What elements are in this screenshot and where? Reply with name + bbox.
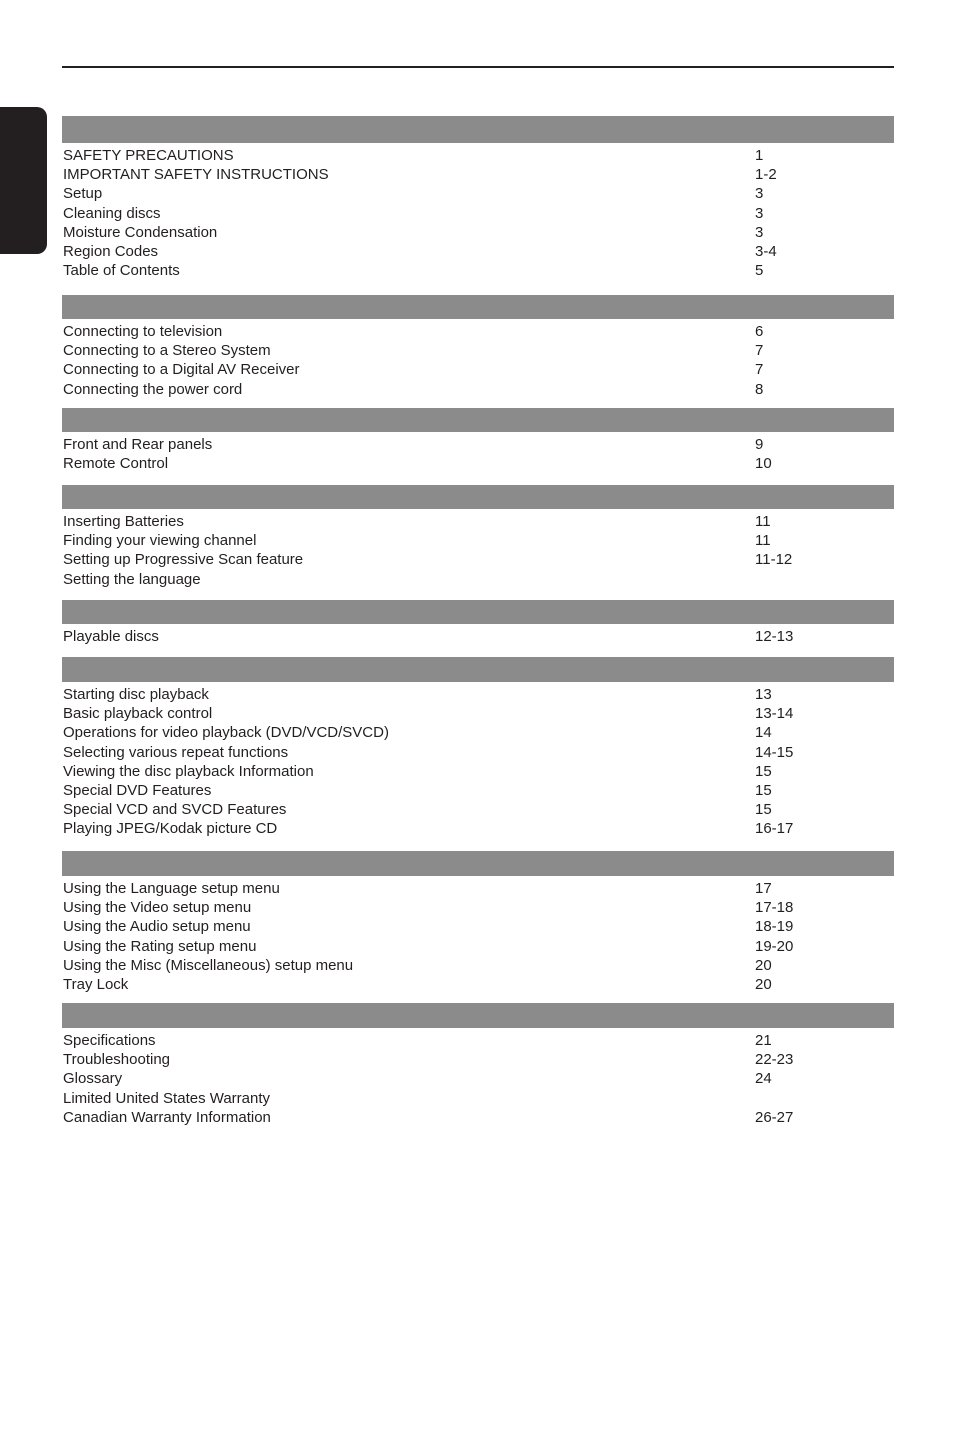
toc-entry-title: Connecting to television xyxy=(63,323,223,340)
toc-entry-page: 17 xyxy=(755,880,772,897)
section-header-bar xyxy=(62,657,894,682)
toc-entry-page: 11-12 xyxy=(755,551,793,569)
toc-entry-page: 3 xyxy=(755,185,764,203)
toc-entry-title: Selecting various repeat functions xyxy=(63,743,289,761)
toc-entry xyxy=(62,184,894,203)
toc-section xyxy=(62,600,894,646)
top-rule xyxy=(62,66,894,68)
toc-entry-title: SAFETY PRECAUTIONS xyxy=(63,147,234,164)
toc-entry-title: Special VCD and SVCD Features xyxy=(63,801,287,819)
toc-entry-page: 3-4 xyxy=(755,242,777,260)
toc-entry-title: IMPORTANT SAFETY INSTRUCTIONS xyxy=(63,166,329,184)
toc-entry-title: Operations for video playback (DVD/VCD/SVCD) xyxy=(63,724,389,742)
toc-entry-page: 13 xyxy=(755,686,772,703)
toc-entry-title: Basic playback control xyxy=(63,705,213,723)
toc-entry-title: Viewing the disc playback Information xyxy=(63,762,314,780)
toc-entry-title: Limited United States Warranty xyxy=(63,1089,271,1107)
toc-entry-title: Special DVD Features xyxy=(63,781,212,799)
toc-entry xyxy=(62,879,894,898)
toc-entry-title: Connecting to a Stereo System xyxy=(63,342,271,360)
toc-entry-page: 12-13 xyxy=(755,628,794,645)
toc-entry-page: 5 xyxy=(755,262,764,280)
toc-entry-page: 21 xyxy=(755,1032,772,1049)
section-header-bar xyxy=(62,1003,894,1028)
toc-entry-title: Finding your viewing channel xyxy=(63,532,257,550)
toc-entry-page: 15 xyxy=(755,762,772,780)
toc-entry-page: 1-2 xyxy=(755,166,777,184)
toc-entry xyxy=(62,627,894,646)
toc-entry-title: Troubleshooting xyxy=(63,1051,171,1069)
section-header-bar xyxy=(62,295,894,319)
toc-entry-title: Using the Audio setup menu xyxy=(63,918,251,936)
toc-entry-page: 20 xyxy=(755,975,772,993)
toc-entry-title: Playable discs xyxy=(63,628,159,645)
toc-entry xyxy=(62,1108,894,1127)
toc-entry-page: 24 xyxy=(755,1070,772,1088)
toc-entry xyxy=(62,917,894,936)
toc-entry xyxy=(62,380,894,399)
toc-entry xyxy=(62,341,894,360)
toc-entry xyxy=(62,531,894,550)
toc-entry xyxy=(62,261,894,280)
toc-entry-page: 9 xyxy=(755,436,764,453)
toc-entry xyxy=(62,322,894,341)
toc-entry-title: Using the Rating setup menu xyxy=(63,937,257,955)
toc-entry xyxy=(62,1031,894,1050)
toc-entry xyxy=(62,704,894,723)
toc-entry-page: 8 xyxy=(755,380,764,398)
toc-entry xyxy=(62,454,894,473)
toc-entry xyxy=(62,360,894,379)
toc-entry-page: 7 xyxy=(755,342,764,360)
toc-entry xyxy=(62,570,894,589)
toc-entry xyxy=(62,435,894,454)
toc-entry-page: 3 xyxy=(755,204,764,222)
toc-entry-title: Using the Video setup menu xyxy=(63,899,252,917)
toc-entry-page: 16-17 xyxy=(755,820,794,838)
toc-entry xyxy=(62,743,894,762)
toc-entry xyxy=(62,1050,894,1069)
toc-entry xyxy=(62,204,894,223)
toc-entry-title: Specifications xyxy=(63,1032,156,1049)
toc-entry xyxy=(62,550,894,569)
toc-entry xyxy=(62,781,894,800)
toc-entry-title: Starting disc playback xyxy=(63,686,209,703)
toc-entry xyxy=(62,146,894,165)
section-header-bar xyxy=(62,600,894,624)
toc-entry-page: 1 xyxy=(755,147,764,164)
section-header-bar xyxy=(62,485,894,509)
toc-entry xyxy=(62,937,894,956)
toc-entry xyxy=(62,898,894,917)
toc-entry-title: Setting up Progressive Scan feature xyxy=(63,551,304,569)
toc-entry-page: 22-23 xyxy=(755,1051,794,1069)
toc-entry-title: Connecting to a Digital AV Receiver xyxy=(63,361,300,379)
toc-section xyxy=(62,295,894,399)
toc-entry-page: 14 xyxy=(755,724,772,742)
section-header-bar xyxy=(62,116,894,143)
toc-entry-page: 20 xyxy=(755,956,772,974)
toc-entry xyxy=(62,223,894,242)
toc-entry-page: 11 xyxy=(755,532,771,550)
toc-entry xyxy=(62,762,894,781)
toc-entry-page: 19-20 xyxy=(755,937,794,955)
toc-entry-page: 14-15 xyxy=(755,743,794,761)
side-language-tab xyxy=(0,107,47,254)
toc-entry xyxy=(62,800,894,819)
toc-section xyxy=(62,851,894,994)
toc-section xyxy=(62,116,894,280)
toc-entry-title: Setup xyxy=(63,185,103,203)
toc-entry-title: Remote Control xyxy=(63,455,169,473)
toc-entry xyxy=(62,165,894,184)
toc-entry-title: Table of Contents xyxy=(63,262,180,280)
toc-entry xyxy=(62,975,894,994)
toc-entry-title: Connecting the power cord xyxy=(63,380,243,398)
toc-entry-title: Canadian Warranty Information xyxy=(63,1108,271,1126)
toc-entry-title: Playing JPEG/Kodak picture CD xyxy=(63,820,278,838)
toc-entry-title: Inserting Batteries xyxy=(63,513,184,530)
toc-entry-title: Setting the language xyxy=(63,570,201,588)
toc-entry xyxy=(62,1089,894,1108)
toc-entry-title: Glossary xyxy=(63,1070,123,1088)
toc-entry xyxy=(62,1069,894,1088)
section-header-bar xyxy=(62,408,894,432)
toc-entry-title: Front and Rear panels xyxy=(63,436,213,453)
toc-section xyxy=(62,408,894,473)
toc-entry xyxy=(62,512,894,531)
toc-entry-title: Moisture Condensation xyxy=(63,223,218,241)
toc-entry-title: Using the Misc (Miscellaneous) setup menu xyxy=(63,956,354,974)
toc-entry xyxy=(62,819,894,838)
toc-entry-title: Region Codes xyxy=(63,242,159,260)
toc-entry-page: 6 xyxy=(755,323,764,340)
toc-entry-page: 10 xyxy=(755,455,772,473)
toc-entry xyxy=(62,685,894,704)
toc-entry-title: Using the Language setup menu xyxy=(63,880,280,897)
toc-entry-title: Cleaning discs xyxy=(63,204,161,222)
toc-entry-page: 15 xyxy=(755,801,772,819)
toc-entry-page: 11 xyxy=(755,513,771,530)
toc-entry-title: Tray Lock xyxy=(63,975,129,993)
toc-section xyxy=(62,485,894,589)
toc-section xyxy=(62,657,894,839)
toc-entry-page: 26-27 xyxy=(755,1108,794,1126)
toc-entry-page: 15 xyxy=(755,781,772,799)
toc-entry xyxy=(62,242,894,261)
toc-entry-page: 18-19 xyxy=(755,918,794,936)
toc-entry-page: 7 xyxy=(755,361,764,379)
toc-section xyxy=(62,1003,894,1127)
toc-entry-page: 17-18 xyxy=(755,899,794,917)
toc-entry xyxy=(62,956,894,975)
toc-entry-page: 3 xyxy=(755,223,764,241)
toc-entry xyxy=(62,723,894,742)
section-header-bar xyxy=(62,851,894,876)
toc-entry-page: 13-14 xyxy=(755,705,794,723)
